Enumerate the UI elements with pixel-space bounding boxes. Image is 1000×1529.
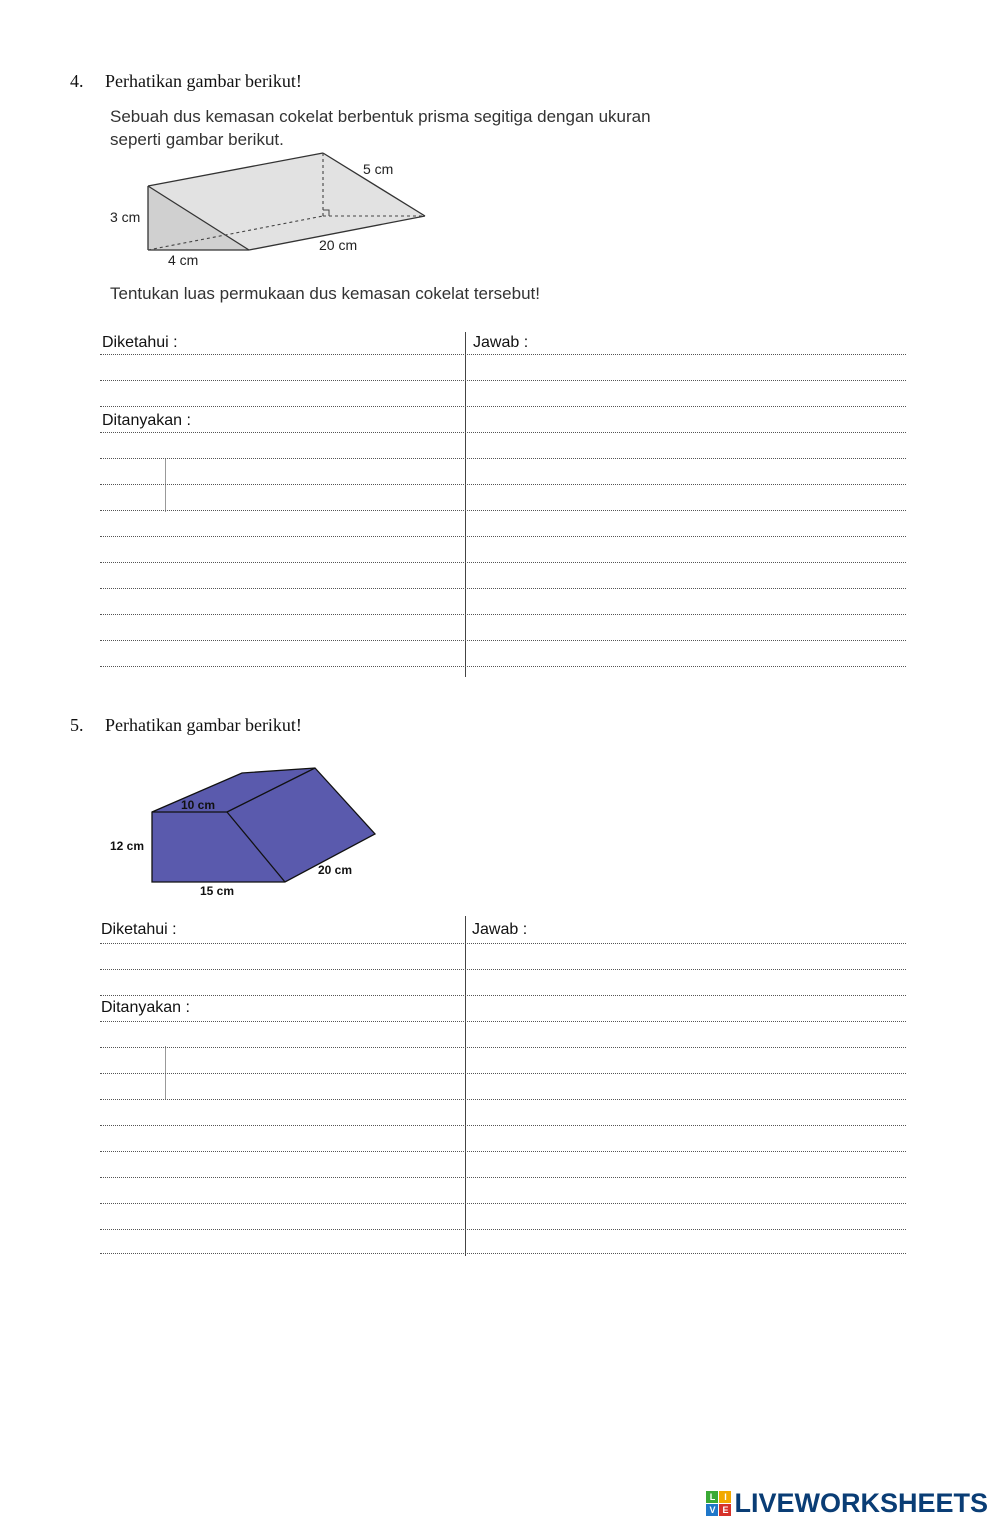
label-bottom-left: 4 cm — [168, 252, 199, 268]
question-title: Perhatikan gambar berikut! — [105, 71, 302, 91]
question-title: Perhatikan gambar berikut! — [105, 715, 302, 735]
question-4-prompt: Tentukan luas permukaan dus kemasan cokelat tersebut! — [110, 284, 540, 303]
answer-line[interactable] — [100, 1177, 906, 1179]
label-bottom: 15 cm — [200, 884, 235, 898]
answer-line[interactable] — [100, 666, 906, 668]
known-label: Diketahui : — [101, 921, 177, 938]
answer-line[interactable] — [100, 510, 906, 512]
logo-icon — [706, 1491, 731, 1516]
answer-line[interactable] — [100, 588, 906, 590]
known-label: Diketahui : — [102, 334, 178, 351]
answer-line[interactable] — [100, 484, 906, 486]
answer-label: Jawab : — [472, 921, 528, 938]
answer-area-q5 — [100, 916, 906, 1261]
asked-label: Ditanyakan : — [101, 999, 190, 1016]
answer-line[interactable] — [100, 380, 906, 382]
triangular-prism-figure — [105, 148, 445, 273]
answer-line[interactable] — [100, 614, 906, 616]
column-divider — [465, 916, 466, 1256]
label-right: 20 cm — [318, 863, 353, 877]
column-divider — [465, 332, 466, 677]
question-5-heading — [70, 715, 302, 736]
answer-line[interactable] — [100, 1125, 906, 1127]
answer-line[interactable] — [100, 432, 906, 434]
answer-line[interactable] — [100, 562, 906, 564]
intro-line-1: Sebuah dus kemasan cokelat berbentuk prisma segitiga dengan ukuran — [110, 107, 651, 126]
answer-label: Jawab : — [473, 334, 529, 351]
question-4-heading — [70, 71, 302, 92]
label-left: 12 cm — [110, 839, 145, 853]
answer-area-q4 — [100, 330, 906, 680]
logo-letter: L — [706, 1491, 718, 1503]
label-bottom-right: 20 cm — [319, 237, 358, 253]
answer-line[interactable] — [100, 1073, 906, 1075]
question-4-intro — [110, 105, 651, 151]
label-top: 5 cm — [363, 161, 394, 177]
logo-letter: E — [719, 1504, 731, 1516]
answer-line[interactable] — [100, 354, 906, 356]
answer-line[interactable] — [100, 1203, 906, 1205]
answer-line[interactable] — [100, 1021, 906, 1023]
answer-line[interactable] — [100, 1253, 906, 1255]
answer-line[interactable] — [100, 995, 906, 997]
answer-line[interactable] — [100, 1099, 906, 1101]
logo-letter: I — [719, 1491, 731, 1503]
asked-label: Ditanyakan : — [102, 412, 191, 429]
question-number: 4. — [70, 71, 84, 91]
logo-letter: V — [706, 1504, 718, 1516]
answer-line[interactable] — [100, 969, 906, 971]
intro-line-2: seperti gambar berikut. — [110, 130, 284, 149]
brand-text: LIVEWORKSHEETS — [734, 1488, 988, 1518]
liveworksheets-logo — [706, 1488, 988, 1519]
answer-line[interactable] — [100, 1151, 906, 1153]
answer-line[interactable] — [100, 458, 906, 460]
trapezoid-prism-figure — [105, 760, 395, 905]
answer-line[interactable] — [100, 1047, 906, 1049]
answer-line[interactable] — [100, 640, 906, 642]
answer-line[interactable] — [100, 536, 906, 538]
answer-line[interactable] — [100, 943, 906, 945]
answer-line[interactable] — [100, 1229, 906, 1231]
question-number: 5. — [70, 715, 84, 735]
label-left: 3 cm — [110, 209, 141, 225]
label-top: 10 cm — [181, 798, 216, 812]
answer-line[interactable] — [100, 406, 906, 408]
